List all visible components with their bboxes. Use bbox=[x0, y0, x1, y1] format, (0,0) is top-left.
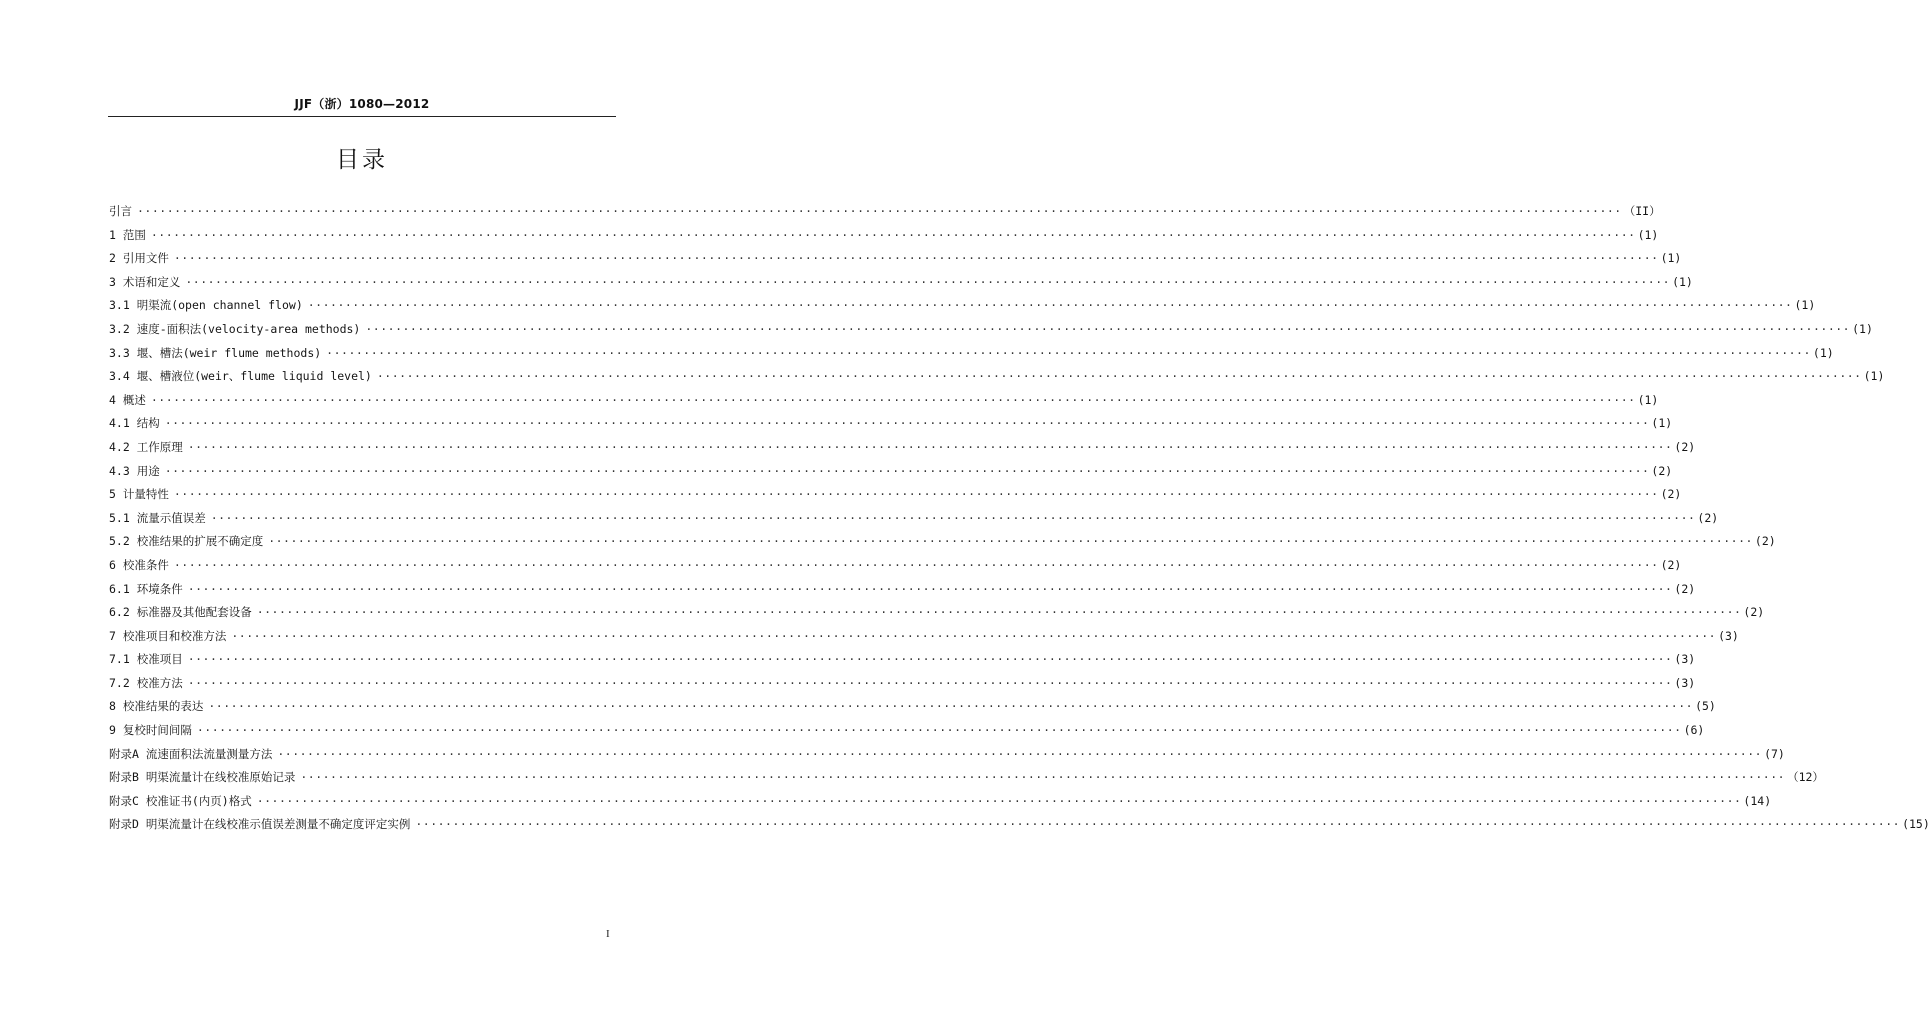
toc-entry-page: (14) bbox=[1743, 793, 1772, 808]
toc-entry-label: 7.2 校准方法 bbox=[109, 675, 183, 690]
toc-dot-leader: ········································································································································································································ bbox=[277, 746, 1763, 761]
toc-entry-page: (1) bbox=[1651, 416, 1673, 431]
toc-entry-page: (7) bbox=[1764, 746, 1785, 761]
toc-entry[interactable] bbox=[109, 790, 1772, 814]
toc-entry-page: (1) bbox=[1812, 345, 1834, 360]
toc-dot-leader: ········································································································································································································ bbox=[208, 699, 1694, 714]
toc-entry-page: (2) bbox=[1743, 605, 1765, 620]
toc-entry[interactable] bbox=[109, 224, 1659, 248]
table-of-contents bbox=[109, 200, 1930, 837]
toc-entry[interactable] bbox=[109, 813, 1930, 837]
toc-entry[interactable] bbox=[109, 625, 1739, 649]
toc-entry[interactable] bbox=[109, 695, 1716, 719]
toc-entry-page: (3) bbox=[1718, 628, 1739, 643]
toc-entry-label: 引言 bbox=[109, 204, 132, 218]
toc-entry-page: (1) bbox=[1794, 298, 1816, 313]
toc-dot-leader: ········································································································································································································ bbox=[365, 321, 1851, 336]
toc-entry-label: 附录C 校准证书(内页)格式 bbox=[109, 793, 252, 808]
toc-dot-leader: ········································································································································································································ bbox=[173, 557, 1659, 572]
toc-entry-page: (2) bbox=[1697, 510, 1719, 525]
toc-dot-leader: ········································································································································································································ bbox=[187, 439, 1673, 454]
toc-entry[interactable] bbox=[109, 342, 1834, 366]
toc-dot-leader: ········································································································································································································ bbox=[268, 534, 1753, 549]
toc-dot-leader: ········································································································································································································ bbox=[173, 251, 1659, 266]
toc-entry-page: (5) bbox=[1695, 699, 1716, 714]
toc-entry-page: (1) bbox=[1863, 369, 1885, 384]
toc-dot-leader: ········································································································································································································ bbox=[256, 793, 1742, 808]
toc-dot-leader: ········································································································································································································ bbox=[415, 817, 1901, 832]
toc-entry[interactable] bbox=[109, 578, 1696, 602]
toc-dot-leader: ········································································································································································································ bbox=[210, 510, 1696, 525]
toc-entry[interactable] bbox=[109, 743, 1785, 767]
toc-entry-page: (3) bbox=[1674, 675, 1696, 690]
toc-entry-page: (2) bbox=[1660, 557, 1682, 572]
toc-dot-leader: ········································································································································································································ bbox=[187, 675, 1673, 690]
toc-entry-page: (15) bbox=[1902, 817, 1930, 832]
toc-entry-label: 9 复校时间间隔 bbox=[109, 723, 192, 738]
toc-entry-label: 8 校准结果的表达 bbox=[109, 699, 204, 714]
toc-entry[interactable] bbox=[109, 412, 1673, 436]
toc-dot-leader: ········································································································································································································ bbox=[164, 416, 1650, 431]
header-divider bbox=[108, 116, 616, 117]
toc-dot-leader: ········································································································································································································ bbox=[307, 298, 1793, 313]
toc-entry-label: 6.2 标准器及其他配套设备 bbox=[109, 605, 252, 620]
toc-entry-label: 6.1 环境条件 bbox=[109, 581, 183, 596]
toc-entry[interactable] bbox=[109, 507, 1719, 531]
toc-entry[interactable] bbox=[109, 389, 1659, 413]
toc-dot-leader: ········································································································································································································ bbox=[150, 227, 1636, 242]
toc-dot-leader: ········································································································································································································ bbox=[256, 605, 1742, 620]
toc-entry[interactable] bbox=[109, 648, 1696, 672]
toc-entry-page: (2) bbox=[1674, 439, 1696, 454]
toc-entry-label: 附录A 流速面积法流量测量方法 bbox=[109, 746, 273, 761]
toc-entry-page: (1) bbox=[1672, 274, 1693, 289]
toc-entry[interactable] bbox=[109, 766, 1824, 790]
toc-entry-page: (2) bbox=[1674, 581, 1696, 596]
toc-entry-label: 附录B 明渠流量计在线校准原始记录 bbox=[109, 770, 296, 785]
toc-entry-label: 3.1 明渠流(open channel flow) bbox=[109, 298, 303, 313]
toc-entry[interactable] bbox=[109, 460, 1673, 484]
toc-entry-page: (3) bbox=[1674, 652, 1696, 667]
toc-entry-label: 7 校准项目和校准方法 bbox=[109, 628, 227, 643]
toc-entry-page: (6) bbox=[1683, 723, 1705, 738]
toc-entry-label: 4.3 用途 bbox=[109, 463, 160, 478]
toc-entry-label: 3.4 堰、槽液位(weir、flume liquid level) bbox=[109, 369, 372, 384]
toc-entry[interactable] bbox=[109, 554, 1682, 578]
toc-dot-leader: ········································································································································································································ bbox=[187, 581, 1673, 596]
toc-entry-label: 6 校准条件 bbox=[109, 557, 169, 572]
toc-entry-page: （12） bbox=[1787, 770, 1824, 785]
toc-dot-leader: ········································································································································································································ bbox=[300, 770, 1786, 785]
toc-entry-page: (2) bbox=[1754, 534, 1776, 549]
toc-entry-label: 附录D 明渠流量计在线校准示值误差测量不确定度评定实例 bbox=[109, 817, 411, 832]
standard-code-header: JJF（浙）1080—2012 bbox=[294, 97, 430, 111]
toc-entry-page: （II） bbox=[1623, 204, 1661, 218]
toc-entry-label: 5 计量特性 bbox=[109, 487, 169, 502]
toc-entry-page: (2) bbox=[1651, 463, 1673, 478]
toc-entry-label: 3 术语和定义 bbox=[109, 274, 181, 289]
toc-entry[interactable] bbox=[109, 436, 1696, 460]
toc-entry-page: (1) bbox=[1660, 251, 1682, 266]
toc-dot-leader: ········································································································································································································ bbox=[376, 369, 1862, 384]
toc-entry-label: 5.2 校准结果的扩展不确定度 bbox=[109, 534, 264, 549]
toc-entry-page: (1) bbox=[1637, 227, 1659, 242]
toc-entry-label: 1 范围 bbox=[109, 227, 146, 242]
toc-entry[interactable] bbox=[109, 247, 1682, 271]
toc-entry[interactable] bbox=[109, 365, 1885, 389]
toc-entry[interactable] bbox=[109, 530, 1776, 554]
toc-entry[interactable] bbox=[109, 200, 1661, 224]
toc-entry[interactable] bbox=[109, 318, 1873, 342]
toc-entry-label: 7.1 校准项目 bbox=[109, 652, 183, 667]
toc-entry-label: 4 概述 bbox=[109, 392, 146, 407]
toc-entry-label: 5.1 流量示值误差 bbox=[109, 510, 206, 525]
toc-dot-leader: ········································································································································································································ bbox=[231, 628, 1717, 643]
page-title: 目录 bbox=[336, 147, 388, 173]
toc-dot-leader: ········································································································································································································ bbox=[326, 345, 1811, 360]
toc-entry[interactable] bbox=[109, 271, 1693, 295]
page-number: I bbox=[606, 928, 610, 940]
toc-entry[interactable] bbox=[109, 719, 1705, 743]
toc-entry-label: 3.3 堰、槽法(weir flume methods) bbox=[109, 345, 322, 360]
toc-entry-page: (1) bbox=[1852, 321, 1873, 336]
toc-dot-leader: ········································································································································································································ bbox=[137, 204, 1622, 218]
toc-dot-leader: ········································································································································································································ bbox=[150, 392, 1636, 407]
toc-dot-leader: ········································································································································································································ bbox=[196, 723, 1682, 738]
toc-entry-page: (2) bbox=[1660, 487, 1682, 502]
toc-entry[interactable] bbox=[109, 601, 1765, 625]
toc-entry-label: 3.2 速度-面积法(velocity-area methods) bbox=[109, 321, 361, 336]
toc-dot-leader: ········································································································································································································ bbox=[187, 652, 1673, 667]
toc-dot-leader: ········································································································································································································ bbox=[173, 487, 1659, 502]
toc-entry[interactable] bbox=[109, 294, 1816, 318]
toc-entry-page: (1) bbox=[1637, 392, 1659, 407]
toc-entry-label: 2 引用文件 bbox=[109, 251, 169, 266]
toc-dot-leader: ········································································································································································································ bbox=[164, 463, 1650, 478]
toc-dot-leader: ········································································································································································································ bbox=[185, 274, 1671, 289]
toc-entry[interactable] bbox=[109, 483, 1682, 507]
toc-entry[interactable] bbox=[109, 672, 1696, 696]
toc-entry-label: 4.1 结构 bbox=[109, 416, 160, 431]
toc-entry-label: 4.2 工作原理 bbox=[109, 439, 183, 454]
